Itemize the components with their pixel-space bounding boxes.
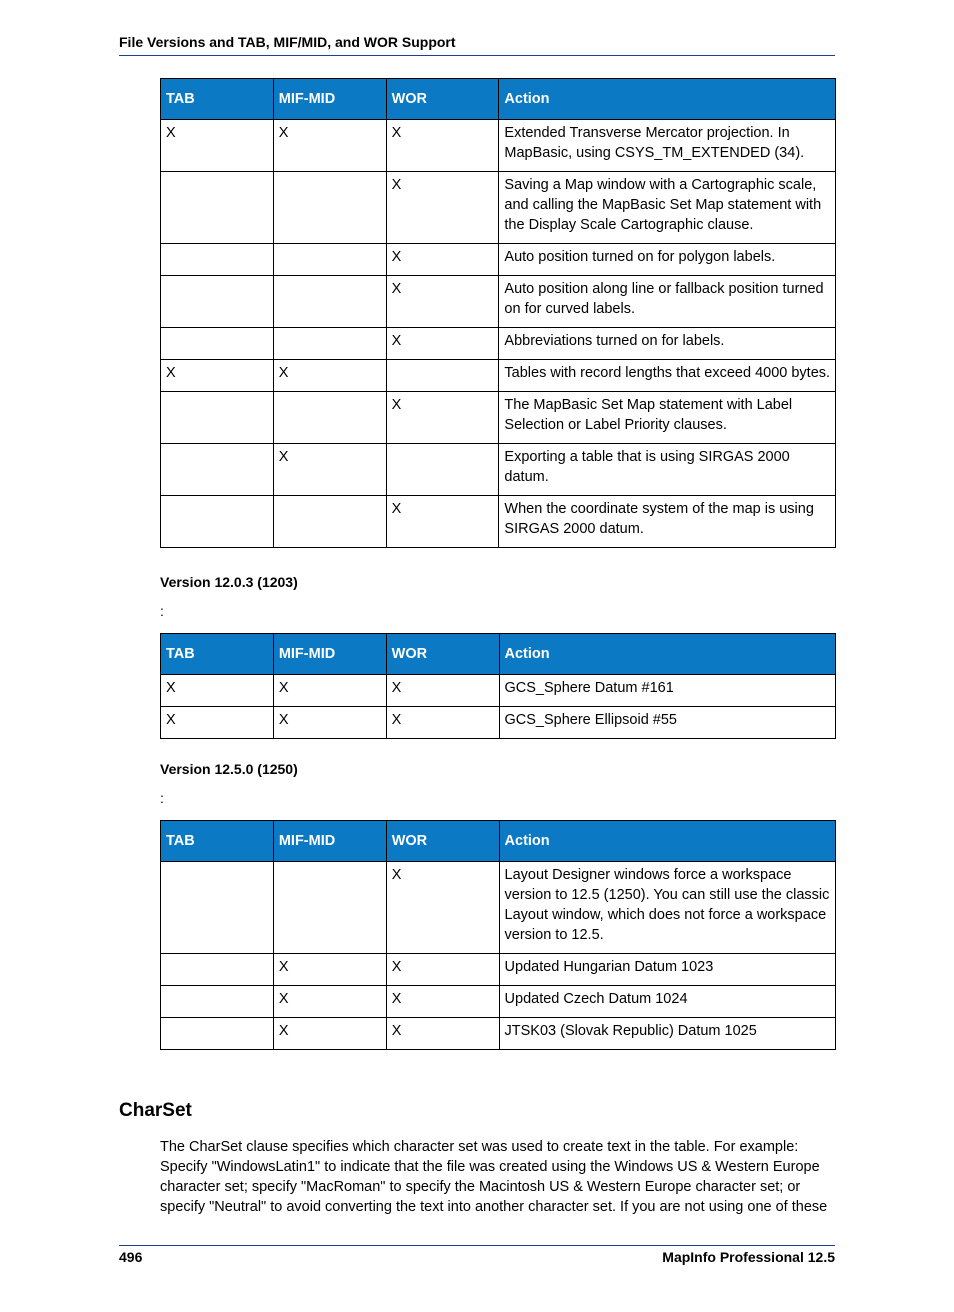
table-cell: X	[386, 120, 499, 172]
table-row	[161, 444, 836, 496]
table-cell: JTSK03 (Slovak Republic) Datum 1025	[499, 1018, 835, 1050]
file-version-table-3	[160, 820, 836, 1050]
table-row	[161, 244, 836, 276]
table-row	[161, 986, 836, 1018]
table-cell: When the coordinate system of the map is using SIRGAS 2000 datum.	[499, 496, 836, 548]
table-cell: X	[273, 675, 386, 707]
table-cell: X	[161, 360, 274, 392]
table-cell: X	[273, 120, 386, 172]
table-cell: X	[386, 707, 499, 739]
table-cell: X	[386, 244, 499, 276]
table-row	[161, 707, 836, 739]
table-cell	[273, 172, 386, 244]
table-cell: The MapBasic Set Map statement with Label Selection or Label Priority clauses.	[499, 392, 836, 444]
table-cell: Saving a Map window with a Cartographic scale, and calling the MapBasic Set Map statement with the Display Scale Cartographic clause.	[499, 172, 836, 244]
table-cell: X	[386, 276, 499, 328]
table-cell	[161, 954, 274, 986]
table-cell: X	[386, 675, 499, 707]
table-cell: X	[386, 496, 499, 548]
table-cell: X	[386, 392, 499, 444]
column-header: TAB	[161, 821, 274, 862]
file-version-table-2	[160, 633, 836, 739]
table-cell	[386, 360, 499, 392]
table-cell	[273, 862, 386, 954]
table-cell: X	[273, 1018, 386, 1050]
table-header-row	[161, 79, 836, 120]
table-cell: X	[273, 707, 386, 739]
table-cell	[161, 244, 274, 276]
table-row	[161, 276, 836, 328]
table-cell	[386, 444, 499, 496]
column-header: TAB	[161, 634, 274, 675]
column-header: TAB	[161, 79, 274, 120]
table-cell: Exporting a table that is using SIRGAS 2000 datum.	[499, 444, 836, 496]
table-cell: X	[273, 360, 386, 392]
column-header: WOR	[386, 821, 499, 862]
page-number: 496	[119, 1249, 143, 1265]
table-row	[161, 862, 836, 954]
table-cell: GCS_Sphere Ellipsoid #55	[499, 707, 836, 739]
table-cell: X	[386, 172, 499, 244]
table-cell: X	[273, 954, 386, 986]
table-cell: X	[161, 120, 274, 172]
table-cell: GCS_Sphere Datum #161	[499, 675, 836, 707]
table-cell: X	[273, 986, 386, 1018]
table-row	[161, 1018, 836, 1050]
version-colon: :	[160, 603, 164, 619]
table-cell: Layout Designer windows force a workspace version to 12.5 (1250). You can still use the classic Layout window, which does not force a workspace version to 12.5.	[499, 862, 835, 954]
table-cell: Tables with record lengths that exceed 4000 bytes.	[499, 360, 836, 392]
table-cell	[161, 496, 274, 548]
table-cell	[273, 392, 386, 444]
table-cell: Extended Transverse Mercator projection. In MapBasic, using CSYS_TM_EXTENDED (34).	[499, 120, 836, 172]
table-row	[161, 360, 836, 392]
table-row	[161, 392, 836, 444]
table-cell	[273, 496, 386, 548]
footer-rule	[119, 1245, 835, 1246]
header-rule	[119, 55, 835, 56]
column-header: MIF-MID	[273, 634, 386, 675]
table-cell: Auto position turned on for polygon labels.	[499, 244, 836, 276]
table-cell: X	[386, 328, 499, 360]
column-header: WOR	[386, 634, 499, 675]
table-cell	[161, 986, 274, 1018]
table-cell	[273, 328, 386, 360]
table-cell	[161, 392, 274, 444]
table-cell: Auto position along line or fallback position turned on for curved labels.	[499, 276, 836, 328]
charset-paragraph: The CharSet clause specifies which character set was used to create text in the table. For example: Specify "WindowsLatin1" to indicate that the file was created using the Windows US & Western Europe character set; specify "MacRoman" to specify the Macintosh US & Western Europe character set; or specify "Neutral" to avoid converting the text into another character set. If you are not using one of these	[160, 1139, 828, 1215]
table-cell: X	[386, 1018, 499, 1050]
column-header: WOR	[386, 79, 499, 120]
table-cell: Updated Czech Datum 1024	[499, 986, 835, 1018]
table-cell	[161, 1018, 274, 1050]
file-version-table-1	[160, 78, 836, 548]
table-cell: X	[386, 954, 499, 986]
column-header: Action	[499, 821, 835, 862]
section-title-charset: CharSet	[119, 1100, 192, 1121]
table-cell: X	[386, 986, 499, 1018]
table-row	[161, 675, 836, 707]
column-header: Action	[499, 79, 836, 120]
table-cell: X	[273, 444, 386, 496]
table-cell	[161, 172, 274, 244]
table-cell	[161, 444, 274, 496]
table-row	[161, 120, 836, 172]
table-header-row	[161, 821, 836, 862]
version-heading-12-0-3: Version 12.0.3 (1203)	[160, 574, 298, 590]
table-row	[161, 954, 836, 986]
table-cell: X	[161, 707, 274, 739]
table-cell	[161, 276, 274, 328]
table-cell: Abbreviations turned on for labels.	[499, 328, 836, 360]
running-header: File Versions and TAB, MIF/MID, and WOR Support	[119, 34, 456, 50]
footer-product-name: MapInfo Professional 12.5	[662, 1249, 835, 1265]
table-header-row	[161, 634, 836, 675]
table-cell	[273, 244, 386, 276]
column-header: MIF-MID	[273, 821, 386, 862]
table-cell: Updated Hungarian Datum 1023	[499, 954, 835, 986]
table-cell	[161, 328, 274, 360]
column-header: Action	[499, 634, 836, 675]
table-row	[161, 496, 836, 548]
table-cell	[161, 862, 274, 954]
column-header: MIF-MID	[273, 79, 386, 120]
table-row	[161, 172, 836, 244]
version-colon: :	[160, 790, 164, 806]
table-cell: X	[386, 862, 499, 954]
table-cell	[273, 276, 386, 328]
table-row	[161, 328, 836, 360]
table-cell: X	[161, 675, 274, 707]
version-heading-12-5-0: Version 12.5.0 (1250)	[160, 761, 298, 777]
